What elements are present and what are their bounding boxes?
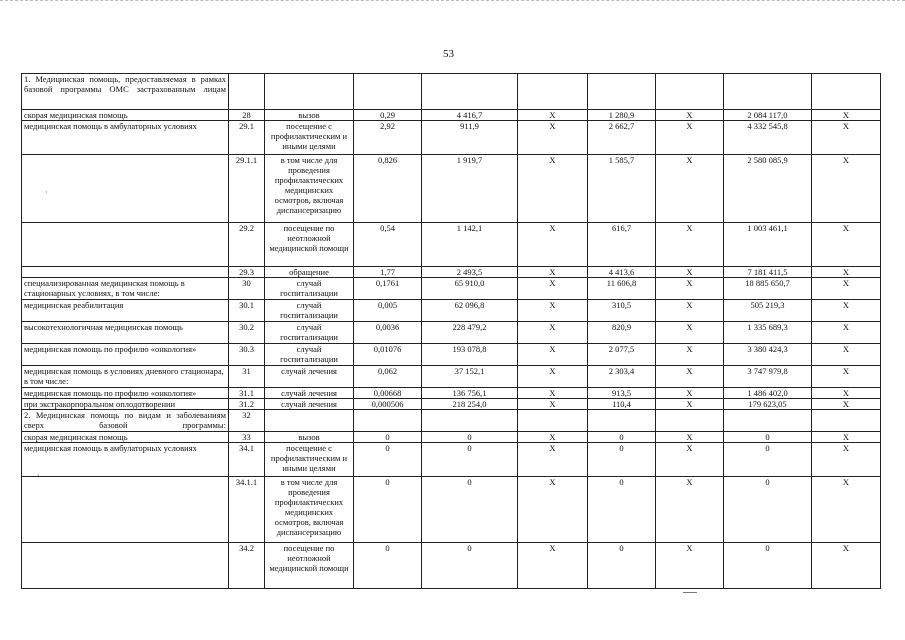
cell-c2 [422, 74, 518, 110]
cell-c5: Х [656, 443, 724, 477]
cell-unit [265, 410, 354, 432]
page-number: 53 [443, 48, 454, 60]
cell-c5: Х [656, 344, 724, 366]
cell-unit: случай госпитализации [265, 278, 354, 300]
cell-name: скорая медицинская помощь [22, 110, 229, 121]
cell-c3: Х [518, 223, 588, 267]
cell-code: 30 [229, 278, 265, 300]
cell-name: 1. Медицинская помощь, предоставляемая в рамках базовой программы ОМС застрахованным лицам [22, 74, 229, 110]
table-row [22, 543, 881, 589]
cell-c4: 2 077,5 [588, 344, 656, 366]
cell-c7: Х [812, 366, 881, 388]
cell-c1: 0 [354, 543, 422, 589]
cell-code: 30.3 [229, 344, 265, 366]
cell-c1: 2,92 [354, 121, 422, 155]
cell-c2: 228 479,2 [422, 322, 518, 344]
cell-unit: случай лечения [265, 388, 354, 399]
cell-c2: 4 416,7 [422, 110, 518, 121]
cell-c4: 4 413,6 [588, 267, 656, 278]
cell-c2: 911,9 [422, 121, 518, 155]
table-row [22, 366, 881, 388]
table-row [22, 121, 881, 155]
cell-name [22, 543, 229, 589]
cell-c7: Х [812, 432, 881, 443]
table-row [22, 344, 881, 366]
table-row [22, 300, 881, 322]
cell-c7: Х [812, 543, 881, 589]
cell-c3: Х [518, 278, 588, 300]
cell-c5: Х [656, 121, 724, 155]
cell-c6: 0 [724, 477, 812, 543]
cell-c4 [588, 74, 656, 110]
cell-c1: 0,01076 [354, 344, 422, 366]
table-row [22, 399, 881, 410]
cell-name [22, 155, 229, 223]
cell-c3: Х [518, 344, 588, 366]
cell-c7: Х [812, 121, 881, 155]
cell-unit: посещение с профилактическим и иными целями [265, 443, 354, 477]
cell-c2: 0 [422, 443, 518, 477]
cell-code: 29.2 [229, 223, 265, 267]
cell-c1: 0 [354, 443, 422, 477]
cell-code: 29.1.1 [229, 155, 265, 223]
cell-c5: Х [656, 110, 724, 121]
cell-code: 33 [229, 432, 265, 443]
cell-c3: Х [518, 322, 588, 344]
table-body [22, 74, 881, 589]
cell-code: 28 [229, 110, 265, 121]
scan-speck: · [37, 471, 40, 480]
cell-c7: Х [812, 278, 881, 300]
cell-c5: Х [656, 267, 724, 278]
table-row [22, 267, 881, 278]
cell-c6: 18 885 650,7 [724, 278, 812, 300]
cell-unit: случай госпитализации [265, 344, 354, 366]
cell-c2: 0 [422, 543, 518, 589]
cell-c3: Х [518, 267, 588, 278]
cell-unit: случай лечения [265, 366, 354, 388]
cell-c5: Х [656, 477, 724, 543]
cell-c4: 616,7 [588, 223, 656, 267]
cell-unit: посещение по неотложной медицинской помощи [265, 543, 354, 589]
cell-c5: Х [656, 432, 724, 443]
cell-c5: Х [656, 278, 724, 300]
cell-c5: Х [656, 543, 724, 589]
cell-name [22, 223, 229, 267]
cell-c3: Х [518, 443, 588, 477]
cell-unit [265, 74, 354, 110]
cell-c6: 7 181 411,5 [724, 267, 812, 278]
cell-c2: 1 142,1 [422, 223, 518, 267]
cell-c2: 0 [422, 432, 518, 443]
cell-c7 [812, 74, 881, 110]
cell-c4: 110,4 [588, 399, 656, 410]
cell-c4: 0 [588, 543, 656, 589]
cell-c7 [812, 410, 881, 432]
cell-code: 31 [229, 366, 265, 388]
cell-c1: 0,005 [354, 300, 422, 322]
cell-c7: Х [812, 443, 881, 477]
table-row [22, 477, 881, 543]
cell-c2: 1 919,7 [422, 155, 518, 223]
cell-c4: 0 [588, 477, 656, 543]
cell-c4: 820,9 [588, 322, 656, 344]
cell-c2: 193 078,8 [422, 344, 518, 366]
cell-c7: Х [812, 322, 881, 344]
cell-c7: Х [812, 155, 881, 223]
cell-c3: Х [518, 366, 588, 388]
cell-code [229, 74, 265, 110]
cell-c4: 310,5 [588, 300, 656, 322]
cell-unit: посещение по неотложной медицинской помощи [265, 223, 354, 267]
cell-c6: 1 003 461,1 [724, 223, 812, 267]
medical-care-table [21, 73, 881, 589]
cell-name: скорая медицинская помощь [22, 432, 229, 443]
cell-unit: посещение с профилактическим и иными целями [265, 121, 354, 155]
cell-c1: 0 [354, 432, 422, 443]
cell-c1 [354, 74, 422, 110]
cell-c2: 62 096,8 [422, 300, 518, 322]
cell-name [22, 267, 229, 278]
cell-c1: 0,062 [354, 366, 422, 388]
cell-c5: Х [656, 322, 724, 344]
cell-name: специализированная медицинская помощь в стационарных условиях, в том числе: [22, 278, 229, 300]
cell-name: медицинская помощь в условиях дневного стационара, в том числе: [22, 366, 229, 388]
cell-code: 31.1 [229, 388, 265, 399]
cell-name: 2. Медицинская помощь по видам и заболеваниям сверх базовой программы: [22, 410, 229, 432]
cell-c6: 0 [724, 543, 812, 589]
cell-c2: 65 910,0 [422, 278, 518, 300]
cell-name [22, 477, 229, 543]
cell-c4: 1 280,9 [588, 110, 656, 121]
cell-c3 [518, 410, 588, 432]
table-row [22, 110, 881, 121]
cell-code: 32 [229, 410, 265, 432]
cell-name: медицинская помощь по профилю «онкология» [22, 344, 229, 366]
cell-code: 34.2 [229, 543, 265, 589]
cell-code: 29.1 [229, 121, 265, 155]
table-row [22, 322, 881, 344]
cell-c3: Х [518, 543, 588, 589]
cell-c4: 2 662,7 [588, 121, 656, 155]
cell-name: медицинская помощь в амбулаторных условиях [22, 121, 229, 155]
cell-c3: Х [518, 388, 588, 399]
cell-code: 34.1.1 [229, 477, 265, 543]
cell-c3: Х [518, 300, 588, 322]
cell-c2: 2 493,5 [422, 267, 518, 278]
cell-c1: 0,54 [354, 223, 422, 267]
cell-c5 [656, 74, 724, 110]
table-row [22, 155, 881, 223]
cell-c7: Х [812, 477, 881, 543]
cell-c6: 2 084 117,0 [724, 110, 812, 121]
cell-c4: 2 303,4 [588, 366, 656, 388]
cell-c7: Х [812, 223, 881, 267]
cell-c6 [724, 74, 812, 110]
table-row [22, 410, 881, 432]
cell-name: медицинская реабилитация [22, 300, 229, 322]
cell-c4: 11 606,8 [588, 278, 656, 300]
cell-c1: 0,1761 [354, 278, 422, 300]
table-row [22, 223, 881, 267]
cell-unit: в том числе для проведения профилактических медицинских осмотров, включая диспансеризацию [265, 477, 354, 543]
cell-name: медицинская помощь по профилю «онкология» [22, 388, 229, 399]
cell-c5: Х [656, 155, 724, 223]
cell-name: высокотехнологичная медицинская помощь [22, 322, 229, 344]
cell-c1: 0,00668 [354, 388, 422, 399]
cell-c7: Х [812, 344, 881, 366]
scan-speck: · [45, 188, 48, 197]
table-row [22, 278, 881, 300]
cell-code: 30.2 [229, 322, 265, 344]
cell-unit: вызов [265, 110, 354, 121]
cell-c7: Х [812, 399, 881, 410]
cell-c3: Х [518, 477, 588, 543]
cell-c2 [422, 410, 518, 432]
cell-c1: 0,29 [354, 110, 422, 121]
cell-c6: 0 [724, 443, 812, 477]
cell-c4: 1 585,7 [588, 155, 656, 223]
cell-c3: Х [518, 121, 588, 155]
cell-c6: 0 [724, 432, 812, 443]
cell-c1: 0,826 [354, 155, 422, 223]
cell-c5 [656, 410, 724, 432]
scan-mark [683, 592, 697, 593]
cell-c1: 1,77 [354, 267, 422, 278]
scan-edge [0, 0, 905, 15]
cell-c1: 0 [354, 477, 422, 543]
cell-c5: Х [656, 366, 724, 388]
cell-c2: 0 [422, 477, 518, 543]
cell-c6 [724, 410, 812, 432]
cell-c6: 505 219,3 [724, 300, 812, 322]
cell-c6: 1 335 689,3 [724, 322, 812, 344]
cell-c2: 218 254,0 [422, 399, 518, 410]
cell-unit: вызов [265, 432, 354, 443]
cell-c1 [354, 410, 422, 432]
cell-c6: 3 747 979,8 [724, 366, 812, 388]
cell-c5: Х [656, 388, 724, 399]
cell-c3: Х [518, 399, 588, 410]
cell-c6: 2 580 085,9 [724, 155, 812, 223]
cell-c1: 0,0036 [354, 322, 422, 344]
cell-unit: случай госпитализации [265, 322, 354, 344]
cell-c1: 0,000506 [354, 399, 422, 410]
cell-c4: 913,5 [588, 388, 656, 399]
table-row [22, 74, 881, 110]
cell-c7: Х [812, 110, 881, 121]
cell-c5: Х [656, 223, 724, 267]
cell-c3: Х [518, 155, 588, 223]
cell-unit: обращение [265, 267, 354, 278]
cell-name: при экстракорпоральном оплодотворении [22, 399, 229, 410]
cell-code: 29.3 [229, 267, 265, 278]
cell-code: 34.1 [229, 443, 265, 477]
cell-c4: 0 [588, 443, 656, 477]
cell-c7: Х [812, 388, 881, 399]
cell-c4: 0 [588, 432, 656, 443]
cell-c4 [588, 410, 656, 432]
table-row [22, 388, 881, 399]
cell-c2: 37 152,1 [422, 366, 518, 388]
cell-c6: 1 486 402,0 [724, 388, 812, 399]
cell-code: 31.2 [229, 399, 265, 410]
cell-c6: 3 380 424,3 [724, 344, 812, 366]
cell-unit: в том числе для проведения профилактических медицинских осмотров, включая диспансеризацию [265, 155, 354, 223]
cell-c6: 4 332 545,8 [724, 121, 812, 155]
cell-unit: случай госпитализации [265, 300, 354, 322]
cell-code: 30.1 [229, 300, 265, 322]
cell-c5: Х [656, 399, 724, 410]
cell-c3: Х [518, 110, 588, 121]
cell-c6: 179 623,05 [724, 399, 812, 410]
cell-c3 [518, 74, 588, 110]
cell-c3: Х [518, 432, 588, 443]
cell-c7: Х [812, 300, 881, 322]
table-row [22, 432, 881, 443]
cell-c2: 136 756,1 [422, 388, 518, 399]
cell-unit: случай лечения [265, 399, 354, 410]
table-row [22, 443, 881, 477]
cell-c5: Х [656, 300, 724, 322]
cell-name: медицинская помощь в амбулаторных условиях [22, 443, 229, 477]
cell-c7: Х [812, 267, 881, 278]
